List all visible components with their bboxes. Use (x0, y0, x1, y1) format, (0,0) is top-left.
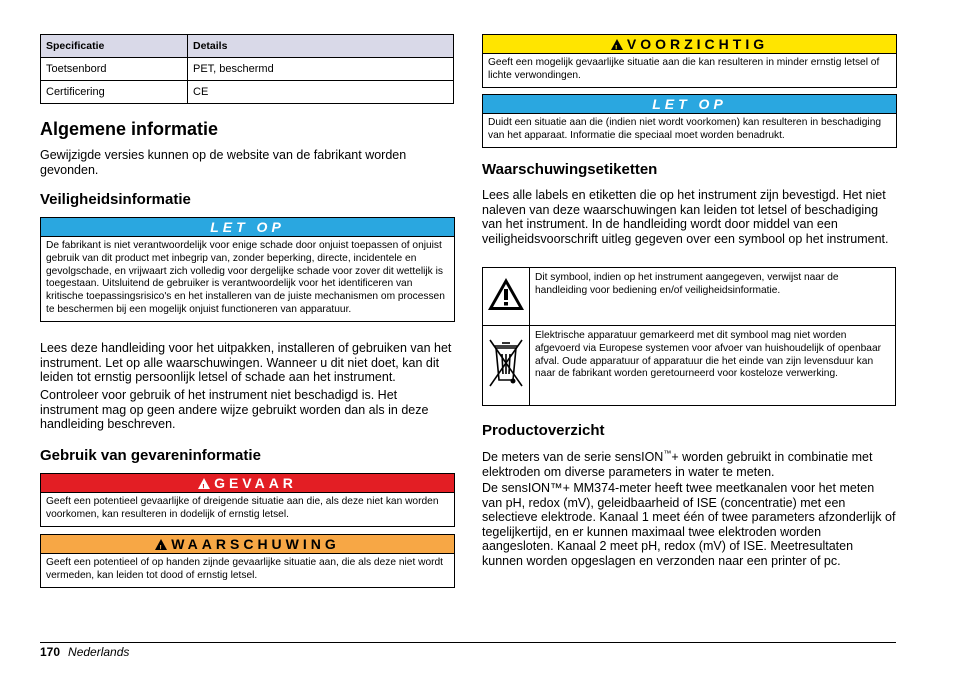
overview-text: De meters van de serie sensION (482, 450, 664, 465)
overview-paragraph-1 (482, 447, 896, 479)
careful-text: Geeft een mogelijk gevaarlijke situatie aan die kan resulteren in minder ernstig letsel of lichte verwondingen. (488, 57, 880, 81)
spec-cell: Toetsenbord (41, 58, 188, 81)
table-row (483, 268, 896, 326)
table-row (483, 326, 896, 406)
warning-header (41, 535, 454, 554)
danger-label: GEVAAR (214, 475, 297, 491)
page-footer (40, 642, 896, 659)
overview-heading: Productoverzicht (482, 422, 605, 439)
label-description: Dit symbool, indien op het instrument aangegeven, verwijst naar de handleiding voor bediening en/of veiligheidsinformatie. (530, 268, 896, 326)
danger-text: Geeft een potentieel gevaarlijke of dreigende situatie aan die, als deze niet kan worden voorkomen, kan resulteren in dodelijk of ernstig letsel. (46, 496, 439, 520)
safety-caution-box (40, 217, 455, 322)
left-column (40, 34, 454, 581)
spec-header-cell: Details (188, 35, 454, 58)
spec-table (40, 34, 454, 104)
danger-box (40, 473, 455, 527)
danger-header (41, 474, 454, 493)
footer-language: Nederlands (68, 645, 130, 659)
label-icon-cell (483, 326, 530, 406)
general-info-heading: Algemene informatie (40, 119, 219, 139)
intro-paragraph-1: Lees deze handleiding voor het uitpakken, installeren of gebruiken van het instrument. Let op alle waarschuwingen. Wanneer u dit niet doet, kan dit leiden tot ernstig persoonlijk letsel of schade aan het instrument. (40, 341, 452, 384)
spec-cell: PET, beschermd (188, 58, 454, 81)
table-row (41, 58, 454, 81)
spec-table-header-row (41, 35, 454, 58)
overview-text: + worden gebruikt in combinatie met elektroden om diverse parameters in water te meten. (482, 450, 873, 479)
labels-table (482, 267, 896, 406)
trademark-mark: ™ (663, 449, 672, 458)
spec-header-cell: Specificatie (41, 35, 188, 58)
warning-triangle-icon (611, 39, 623, 50)
warning-box (40, 534, 455, 588)
caution-header: LET OP (41, 218, 454, 237)
warning-triangle-icon (486, 276, 526, 312)
spec-cell: CE (188, 81, 454, 104)
overview-paragraph-2: De sensION™+ MM374-meter heeft twee meetkanalen voor het meten van pH, redox (mV), geleidbaarheid of ISE (concentratie) met een selectieve elektrode. Kanaal 1 meet één of twee parameters afzonderlijk of tegelijkertijd, en er kunnen maximaal twee elektroden worden aangesloten. Kanaal 2 meet pH, redox (mV) of ISE. Meetresultaten kunnen worden opgeslagen en verzonden naar een printer of pc. (482, 481, 896, 568)
safety-info-heading: Veiligheidsinformatie (40, 191, 191, 208)
careful-header (483, 35, 896, 54)
careful-label: VOORZICHTIG (626, 36, 769, 52)
page-number: 170 (40, 645, 61, 659)
labels-text: Lees alle labels en etiketten die op het instrument zijn bevestigd. Het niet naleven van deze waarschuwingen kan leiden tot letsel of beschadiging van het instrument. In de handleiding wordt door middel van een veiligheidsvoorschrift uitleg gegeven over een symbool op het instrument. (482, 188, 889, 246)
spec-cell: Certificering (41, 81, 188, 104)
caution-header: LET OP (483, 95, 896, 114)
label-icon-cell (483, 268, 530, 326)
hazard-info-heading: Gebruik van gevareninformatie (40, 447, 261, 464)
caution-text: De fabrikant is niet verantwoordelijk voor enige schade door onjuist toepassen of onjuist gebruik van dit product met inbegrip van, zonder beperking, directe, incidentele en gevolgschade, en vrijwaart zich volledig voor dergelijke schade voor zover dit wettelijk is toegestaan. Uitsluitend de gebruiker is verantwoordelijk voor het identificeren van kritische toepassingsrisico's en het installeren van de juiste mechanismen om processen te beschermen bij een mogelijk onjuist functioneren van apparatuur. (46, 240, 445, 315)
careful-box (482, 34, 897, 88)
intro-paragraph-2: Controleer voor gebruik of het instrument niet beschadigd is. Het instrument mag op geen andere wijze gebruikt worden dan als in deze handleiding beschreven. (40, 388, 429, 431)
warning-text: Geeft een potentieel of op handen zijnde gevaarlijke situatie aan, die als deze niet wordt vermeden, kan leiden tot dood of ernstig letsel. (46, 557, 444, 581)
warning-label: WAARSCHUWING (171, 536, 340, 552)
warning-triangle-icon (198, 478, 210, 489)
general-info-text: Gewijzigde versies kunnen op de website van de fabrikant worden gevonden. (40, 148, 407, 177)
table-row (41, 81, 454, 104)
warning-triangle-icon (155, 539, 167, 550)
crossed-bin-icon (486, 334, 526, 392)
labels-heading: Waarschuwingsetiketten (482, 161, 658, 178)
caution-box (482, 94, 897, 148)
label-description: Elektrische apparatuur gemarkeerd met dit symbool mag niet worden afgevoerd via Europese systemen voor afvoer van huishoudelijk of openbaar afval. Oude apparatuur of apparatuur die het einde van zijn levensduur kan naar de fabrikant worden geretourneerd voor kosteloze verwerking. (530, 326, 896, 406)
caution-text: Duidt een situatie aan die (indien niet wordt voorkomen) kan resulteren in beschadiging van het apparaat. Informatie die speciaal moet worden benadrukt. (488, 117, 882, 141)
